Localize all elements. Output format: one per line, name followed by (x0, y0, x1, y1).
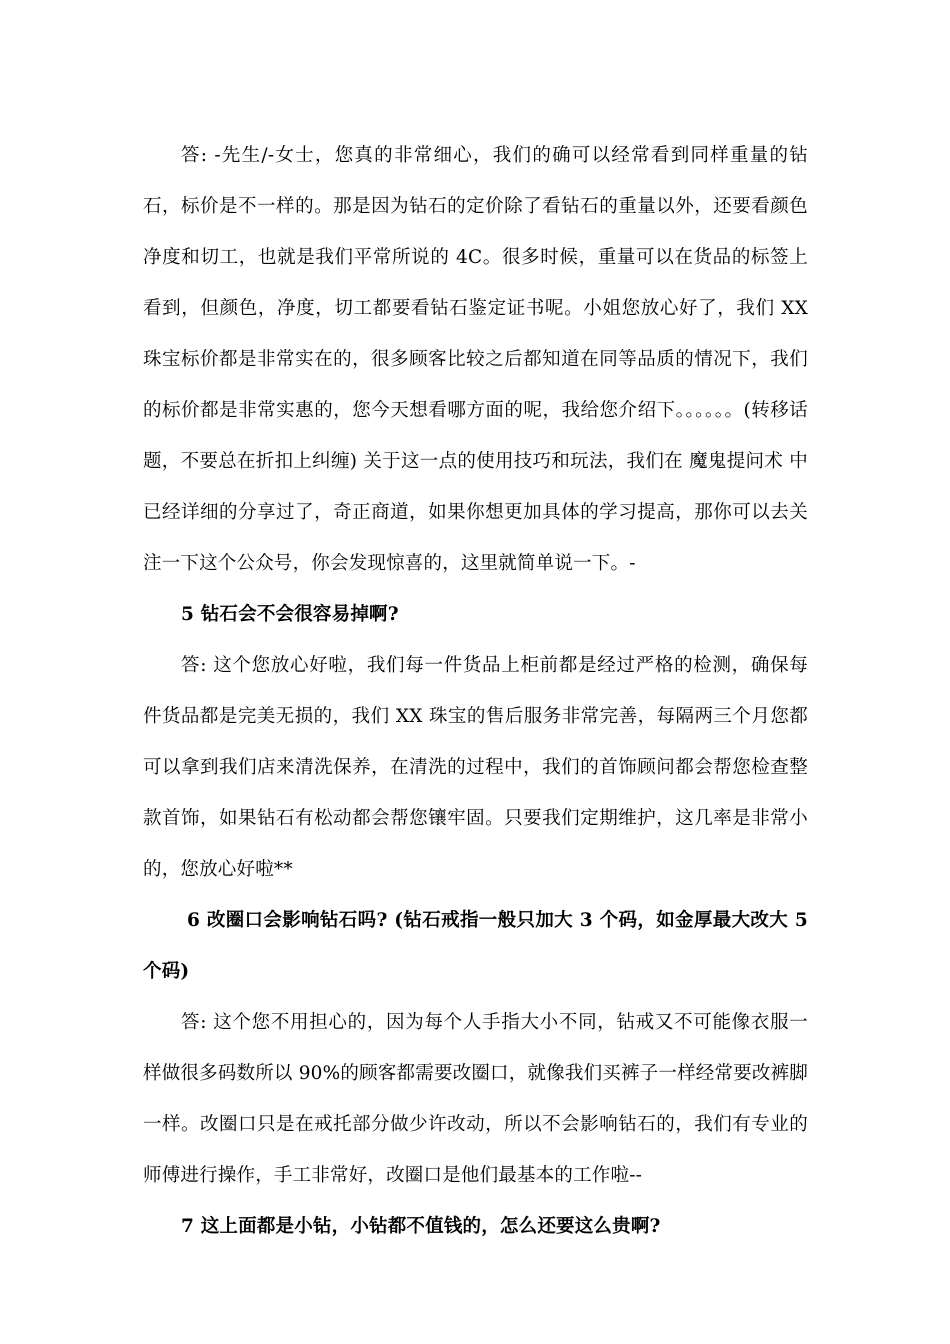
answer-paragraph-ring-resize: 答: 这个您不用担心的，因为每个人手指大小不同，钻戒又不可能像衣服一样做很多码数所以 90%的顾客都需要改圈口，就像我们买裤子一样经常要改裤脚一样。改圈口只是在戒托部分做少许改动，所以不会影响钻石的，我们有专业的师傅进行操作，手工非常好，改圈口是他们最基本的工作啦-- (143, 1012, 808, 1186)
document-body (143, 130, 808, 1252)
question-7-heading: 7 这上面都是小钻，小钻都不值钱的，怎么还要这么贵啊? (181, 1216, 661, 1237)
question-5-heading: 5 钻石会不会很容易掉啊? (181, 604, 399, 625)
answer-paragraph-4c: 答: -先生/-女士，您真的非常细心，我们的确可以经常看到同样重量的钻石，标价是不一样的。那是因为钻石的定价除了看钻石的重量以外，还要看颜色净度和切工，也就是我们平常所说的 4C。很多时候，重量可以在货品的标签上看到，但颜色，净度，切工都要看钻石鉴定证书呢。小姐您放心好了，我们 XX 珠宝标价都是非常实在的，很多顾客比较之后都知道在同等品质的情况下，我们的标价都是非常实惠的，您今天想看哪方面的呢，我给您介绍下。。。。。。(转移话题，不要总在折扣上纠缠) 关于这一点的使用技巧和玩法，我们在 魔鬼提问术 中已经详细的分享过了，奇正商道，如果你想更加具体的学习提高，那你可以去关注一下这个公众号，你会发现惊喜的，这里就简单说一下。- (143, 145, 808, 574)
question-6-heading: 6 改圈口会影响钻石吗? (钻石戒指一般只加大 3 个码，如金厚最大改大 5 个码) (143, 910, 808, 982)
answer-paragraph-diamond-loose: 答: 这个您放心好啦，我们每一件货品上柜前都是经过严格的检测，确保每件货品都是完美无损的，我们 XX 珠宝的售后服务非常完善，每隔两三个月您都可以拿到我们店来清洗保养，在清洗的过程中，我们的首饰顾问都会帮您检查整款首饰，如果钻石有松动都会帮您镶牢固。只要我们定期维护，这几率是非常小的，您放心好啦** (143, 655, 808, 880)
